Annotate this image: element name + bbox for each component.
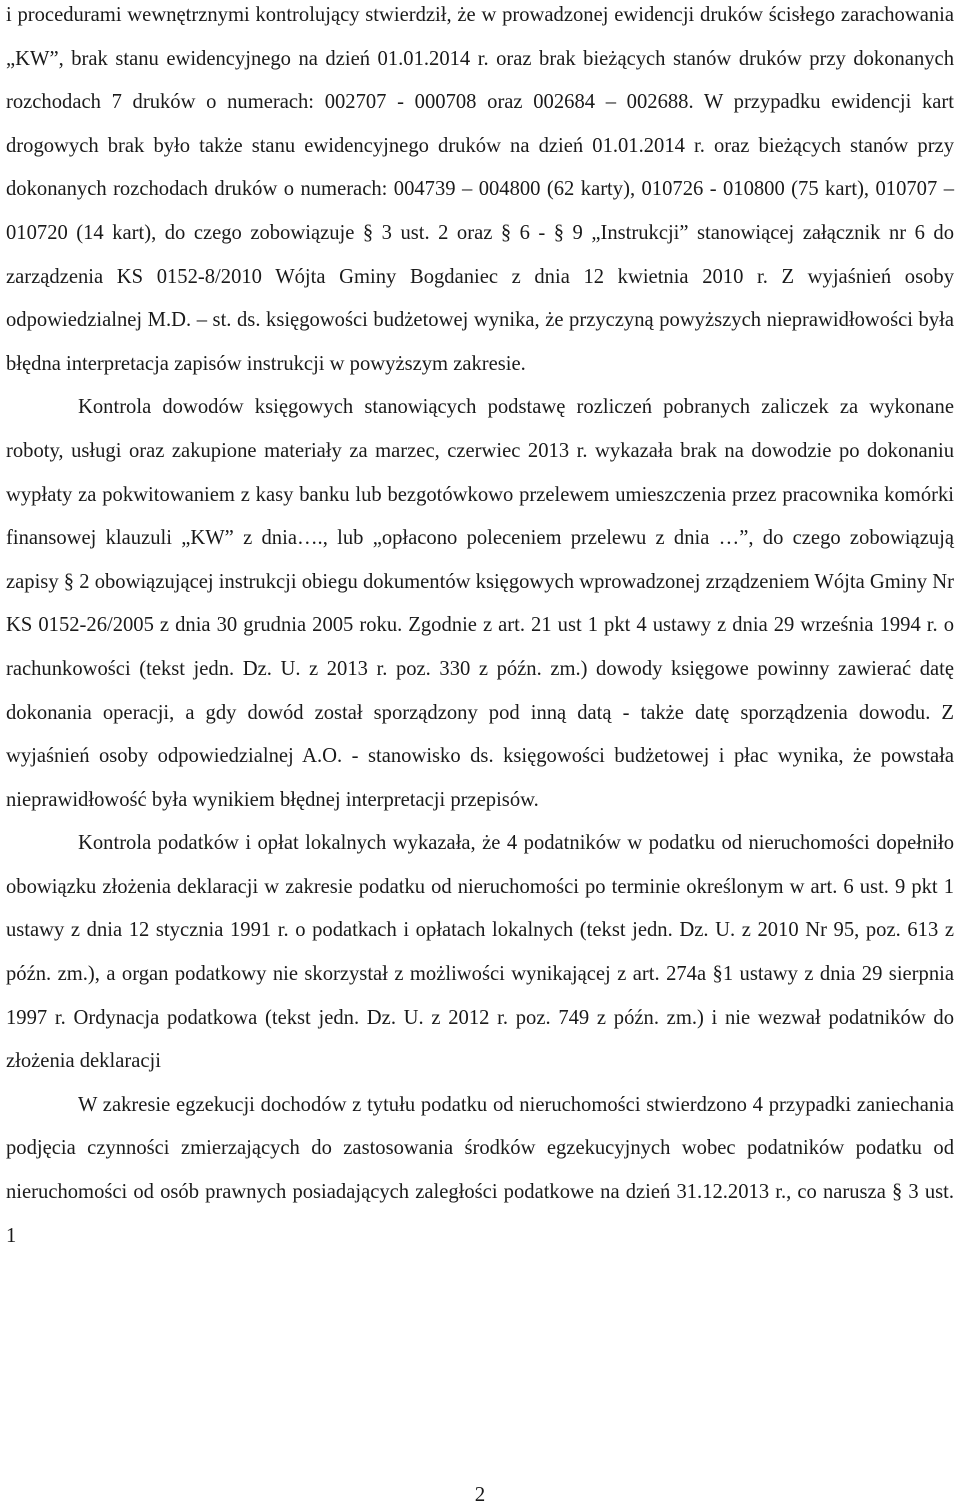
paragraph-local-taxes: Kontrola podatków i opłat lokalnych wykazała, że 4 podatników w podatku od nieruchomości dopełniło obowiązku złożenia deklaracji w zakresie podatku od nieruchomości po terminie określonym w art. 6 ust. 9 pkt 1 ustawy z dnia 12 stycznia 1991 r. o podatkach i opłatach lokalnych (tekst jedn. Dz. U. z 2010 Nr 95, poz. 613 z późn. zm.), a organ podatkowy nie skorzystał z możliwości wynikającej z art. 274a §1 ustawy z dnia 29 sierpnia 1997 r. Ordynacja podatkowa (tekst jedn. Dz. U. z 2012 r. poz. 749 z późn. zm.) i nie wezwał podatników do złożenia deklaracji [6,832,954,1073]
page-number: 2 [474,1482,486,1506]
paragraph-print-records: i procedurami wewnętrznymi kontrolujący stwierdził, że w prowadzonej ewidencji druków ścisłego zarachowania „KW”, brak stanu ewidencyjnego na dzień 01.01.2014 r. oraz brak bieżących stanów druków przy dokonanych rozchodach 7 druków o numerach: 002707 - 000708 oraz 002684 – 002688. W przypadku ewidencji kart drogowych brak było także stanu ewidencyjnego druków na dzień 01.01.2014 r. oraz bieżących stanów przy dokonanych rozchodach druków o numerach: 004739 – 004800 (62 karty), 010726 - 010800 (75 kart), 010707 – 010720 (14 kart), do czego zobowiązuje § 3 ust. 2 oraz § 6 - § 9 „Instrukcji” stanowiącej załącznik nr 6 do zarządzenia KS 0152-8/2010 Wójta Gminy Bogdaniec z dnia 12 kwietnia 2010 r. Z wyjaśnień osoby odpowiedzialnej M.D. – st. ds. księgowości budżetowej wynika, że przyczyną powyższych nieprawidłowości była błędna interpretacja zapisów instrukcji w powyższym zakresie. [6,4,954,375]
document-body [6,0,954,1258]
paragraph-accounting-documents: Kontrola dowodów księgowych stanowiących podstawę rozliczeń pobranych zaliczek za wykonane roboty, usługi oraz zakupione materiały za marzec, czerwiec 2013 r. wykazała brak na dowodzie po dokonaniu wypłaty za pokwitowaniem z kasy banku lub bezgotówkowo przelewem umieszczenia przez pracownika komórki finansowej klauzuli „KW” z dnia…., lub „opłacono poleceniem przelewu z dnia …”, do czego zobowiązują zapisy § 2 obowiązującej instrukcji obiegu dokumentów księgowych wprowadzonej zrządzeniem Wójta Gminy Nr KS 0152-26/2005 z dnia 30 grudnia 2005 roku. Zgodnie z art. 21 ust 1 pkt 4 ustawy z dnia 29 września 1994 r. o rachunkowości (tekst jedn. Dz. U. z 2013 r. poz. 330 z późn. zm.) dowody księgowe powinny zawierać datę dokonania operacji, a gdy dowód został sporządzony pod inną datą - także datę sporządzenia dowodu. Z wyjaśnień osoby odpowiedzialnej A.O. - stanowisko ds. księgowości budżetowej i płac wynika, że powstała nieprawidłowość była wynikiem błędnej interpretacji przepisów. [6,396,954,811]
paragraph-enforcement: W zakresie egzekucji dochodów z tytułu podatku od nieruchomości stwierdzono 4 przypadki zaniechania podjęcia czynności zmierzających do zastosowania środków egzekucyjnych wobec podatników podatku od nieruchomości od osób prawnych posiadających zaległości podatkowe na dzień 31.12.2013 r., co narusza § 3 ust. 1 [6,1093,954,1247]
